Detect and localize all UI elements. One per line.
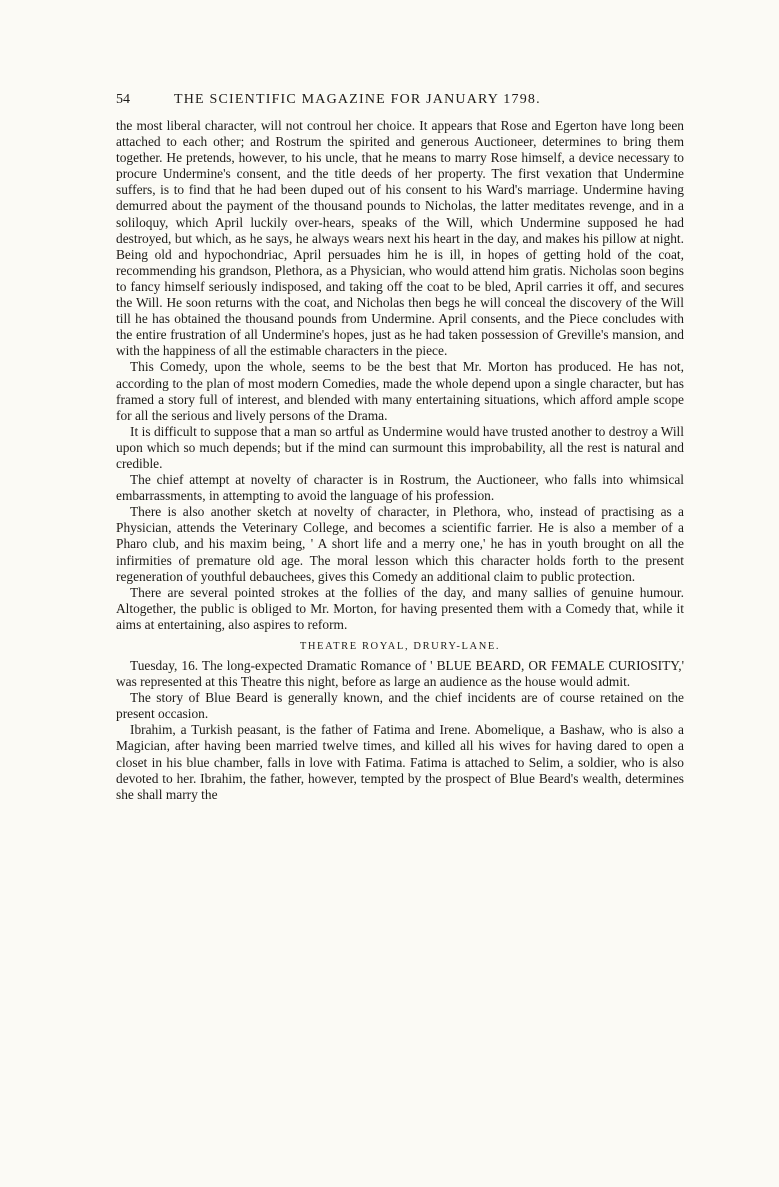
paragraph: Ibrahim, a Turkish peasant, is the father of Fatima and Irene. Abomelique, a Bashaw, who is also a Magician, after having been married twelve times, and killed all his wives for having dared to open a closet in his blue chamber, falls in love with Fatima. Fatima is attached to Selim, a soldier, who is also devoted to her. Ibrahim, the father, however, tempted by the prospect of Blue Beard's wealth, determines she shall marry the xyxy=(116,722,684,802)
page-header xyxy=(116,92,684,118)
page-number: 54 xyxy=(116,92,130,107)
article-body xyxy=(116,118,684,803)
paragraph: The story of Blue Beard is generally known, and the chief incidents are of course retained on the present occasion. xyxy=(116,690,684,722)
paragraph: There is also another sketch at novelty of character, in Plethora, who, instead of practising as a Physician, attends the Veterinary College, and becomes a scientific farrier. He is also a member of a Pharo club, and his maxim being, ' A short life and a merry one,' he has in youth brought on all the infirmities of premature old age. The moral lesson which this character holds forth to the present regeneration of youthful debauchees, gives this Comedy an additional claim to public protection. xyxy=(116,504,684,584)
paragraph: There are several pointed strokes at the follies of the day, and many sallies of genuine humour. Altogether, the public is obliged to Mr. Morton, for having presented them with a Comedy that, while it aims at entertaining, also aspires to reform. xyxy=(116,584,684,632)
paragraph: This Comedy, upon the whole, seems to be the best that Mr. Morton has produced. He has not, according to the plan of most modern Comedies, made the whole depend upon a single character, but has framed a story full of interest, and blended with many entertaining situations, which afford ample scope for all the serious and lively persons of the Drama. xyxy=(116,359,684,423)
running-title: THE SCIENTIFIC MAGAZINE FOR JANUARY 1798. xyxy=(174,92,541,107)
paragraph: It is difficult to suppose that a man so artful as Undermine would have trusted another to destroy a Will upon which so much depends; but if the mind can surmount this improbability, all the rest is natural and credible. xyxy=(116,423,684,471)
paragraph: the most liberal character, will not controul her choice. It appears that Rose and Egerton have long been attached to each other; and Rostrum the spirited and generous Auctioneer, determines to bring them together. He pretends, however, to his uncle, that he means to marry Rose himself, a device necessary to procure Undermine's consent, and the title deeds of her property. The first vexation that Undermine suffers, is to find that he had been duped out of his consent to his Ward's marriage. Undermine having demurred about the payment of the thousand pounds to Nicholas, the latter meditates revenge, and in a soliloquy, which April luckily over-hears, speaks of the Will, which Undermine supposed he had destroyed, but which, as he says, he always wears next his heart in the day, and makes his pillow at night. Being old and hypochondriac, April persuades him he is ill, in hopes of getting hold of the coat, recommending his grandson, Plethora, as a Physician, who would attend him gratis. Nicholas soon begins to fancy himself seriously indisposed, and taking off the coat to be bled, April carries it off, and secures the Will. He soon returns with the coat, and Nicholas then begs he will conceal the discovery of the Will till he has obtained the thousand pounds from Undermine. April consents, and the Piece concludes with the entire frustration of all Undermine's hopes, just as he had taken possession of Greville's mansion, and with the happiness of all the estimable characters in the piece. xyxy=(116,118,684,359)
document-page xyxy=(116,92,684,803)
paragraph: Tuesday, 16. The long-expected Dramatic Romance of ' BLUE BEARD, OR FEMALE CURIOSITY,' was represented at this Theatre this night, before as large an audience as the house would admit. xyxy=(116,658,684,690)
section-heading: THEATRE ROYAL, DRURY-LANE. xyxy=(299,641,501,652)
paragraph: The chief attempt at novelty of character is in Rostrum, the Auctioneer, who falls into whimsical embarrassments, in attempting to avoid the language of his profession. xyxy=(116,472,684,504)
